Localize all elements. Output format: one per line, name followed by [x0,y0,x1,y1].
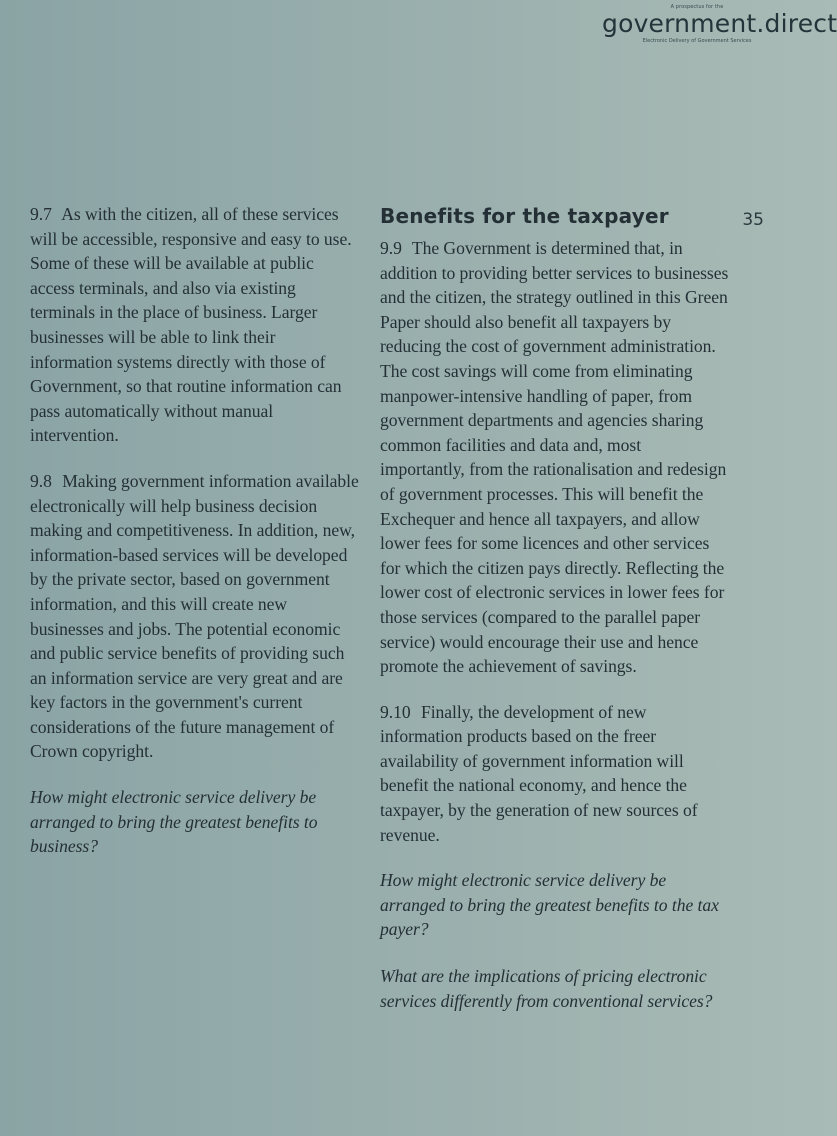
paragraph-text: The Government is determined that, in addition to providing better services to businesses and the citizen, the strategy outlined in this Green Paper should also benefit all taxpayers by reducing the cost of government administration. The cost savings will come from eliminating manpower-intensive handling of paper, from government departments and agencies sharing common facilities and data and, most importantly, from the rationalisation and redesign of government processes. This will benefit the Exchequer and hence all taxpayers, and allow lower fees for some licences and other services for which the citizen pays directly. Reflecting the lower cost of electronic services in lower fees for those services (compared to the parallel paper service) would encourage their use and hence promote the achievement of savings. [380,238,729,677]
masthead [602,4,837,44]
section-heading: Benefits for the taxpayer [380,204,669,228]
right-column [380,203,730,1035]
masthead-title: government.direct [602,9,837,38]
left-column [30,202,360,881]
paragraph-9-9 [380,236,730,679]
paragraph-number: 9.8 [30,470,52,491]
paragraph-text: Making government information available electronically will help business decision making and competitiveness. In addition, new, information-based services will be developed by the private sector, based on government information, and this will create new businesses and jobs. The potential economic and public service benefits of providing such an information service are very great and are key factors in the government's current considerations of the future management of Crown copyright. [30,470,359,762]
consultation-question: How might electronic service delivery be arranged to bring the greatest benefits to the tax payer? [380,870,719,940]
paragraph-9-10 [380,700,730,848]
masthead-subtitle: Electronic Delivery of Government Services [642,38,752,44]
masthead-pretitle: A prospectus for the [670,4,724,10]
paragraph-number: 9.10 [380,701,411,722]
paragraph-number: 9.9 [380,238,402,258]
paragraph-number: 9.7 [30,204,52,224]
paragraph-text: Finally, the development of new information products based on the freer availability of government information will benefit the national economy, and hence the taxpayer, by the generation of new sources of revenue. [380,701,698,845]
paragraph-9-8 [30,469,360,764]
paragraph-text: As with the citizen, all of these services will be accessible, responsive and easy to use. Some of these will be available at public access terminals, and also via existing terminals in the place of business. Larger businesses will be able to link their information systems directly with those of Government, so that routine information can pass automatically without manual intervention. [30,204,352,446]
consultation-question: How might electronic service delivery be arranged to bring the greatest benefits to business? [30,787,318,857]
consultation-question: What are the implications of pricing electronic services differently from conventional services? [380,966,713,1011]
paragraph-9-7 [30,202,360,448]
page-number: 35 [742,210,764,230]
